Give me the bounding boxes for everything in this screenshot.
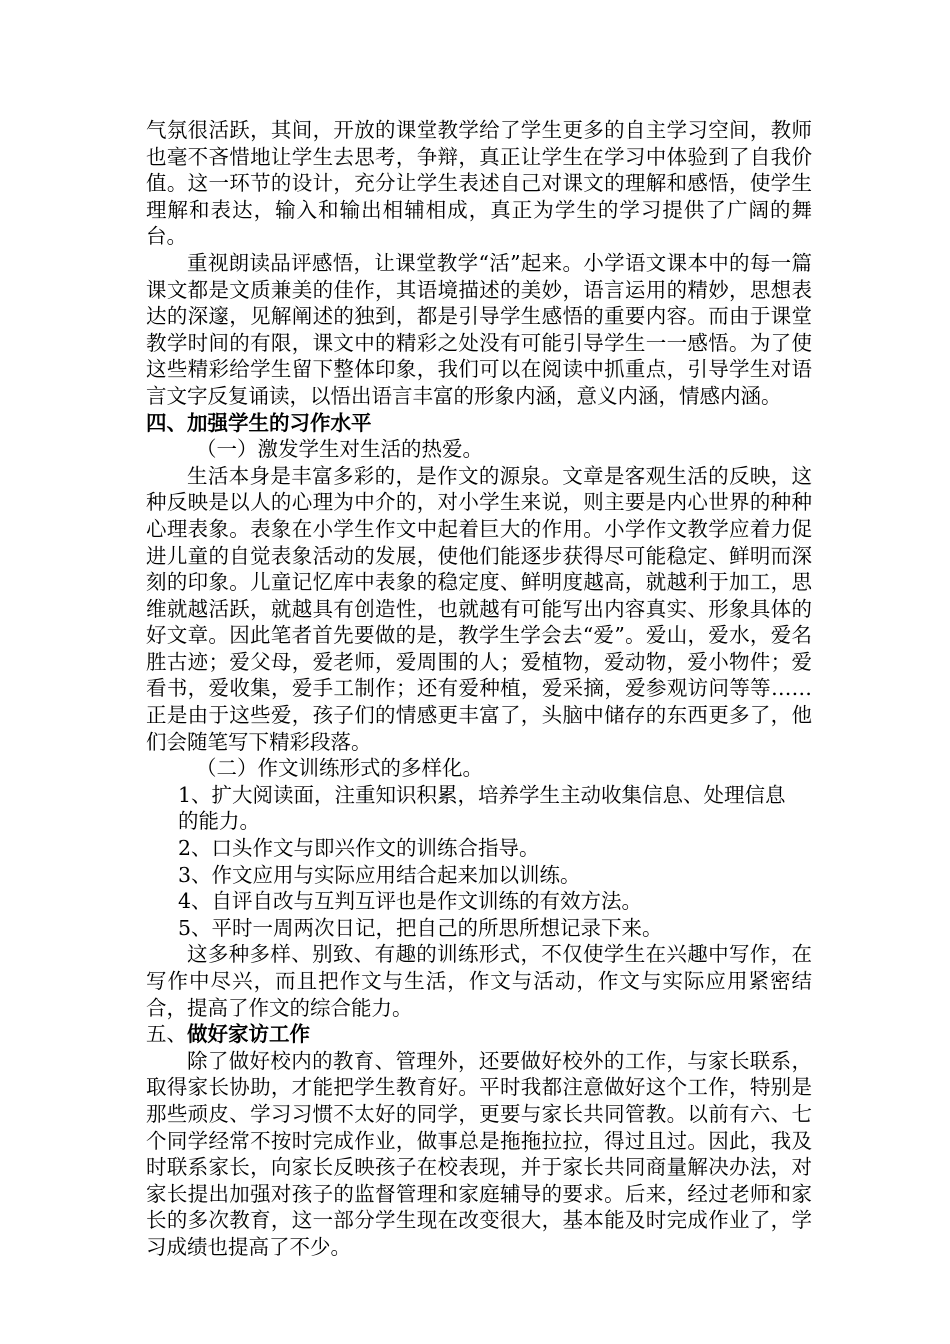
section-heading-5 bbox=[146, 1021, 812, 1048]
section-heading-4: 四、加强学生的习作水平 bbox=[146, 410, 372, 435]
subheading-2: （二）作文训练形式的多样化。 bbox=[196, 756, 483, 781]
section-heading-5-title: 做好家访工作 bbox=[187, 1022, 310, 1047]
list-item-text: 1、扩大阅读面，注重知识积累，培养学生主动收集信息、处理信息 bbox=[178, 782, 786, 807]
paragraph-classroom-atmosphere: 气氛很活跃，其间，开放的课堂教学给了学生更多的自主学习空间，教师也毫不吝惜地让学生去思考，争辩，真正让学生在学习中体验到了自我价值。这一环节的设计，充分让学生表述自己对课文的理解和感悟，使学生理解和表达，输入和输出相辅相成，真正为学生的学习提供了广阔的舞台。 bbox=[146, 118, 812, 249]
section-heading-5-number: 五、 bbox=[146, 1022, 187, 1047]
list-item-continuation: 的能力。 bbox=[178, 809, 260, 834]
subheading-1: （一）激发学生对生活的热爱。 bbox=[196, 437, 483, 462]
list-item: 3、作文应用与实际应用结合起来加以训练。 bbox=[178, 862, 581, 887]
paragraph-training-summary: 这多种多样、别致、有趣的训练形式，不仅使学生在兴趣中写作，在写作中尽兴，而且把作文与生活，作文与活动，作文与实际应用紧密结合，提高了作文的综合能力。 bbox=[146, 942, 812, 1020]
list-item: 5、平时一周两次日记，把自己的所思所想记录下来。 bbox=[178, 915, 663, 940]
document-page bbox=[146, 117, 812, 1261]
paragraph-home-visits: 除了做好校内的教育、管理外，还要做好校外的工作，与家长联系，取得家长协助，才能把学生教育好。平时我都注意做好这个工作，特别是那些顽皮、学习习惯不太好的同学，更要与家长共同管教。以前有六、七个同学经常不按时完成作业，做事总是拖拖拉拉，得过且过。因此，我及时联系家长，向家长反映孩子在校表现，并于家长共同商量解决办法，对家长提出加强对孩子的监督管理和家庭辅导的要求。后来，经过老师和家长的多次教育，这一部分学生现在改变很大，基本能及时完成作业了，学习成绩也提高了不少。 bbox=[146, 1048, 812, 1259]
paragraph-love-of-life: 生活本身是丰富多彩的，是作文的源泉。文章是客观生活的反映，这种反映是以人的心理为中介的，对小学生来说，则主要是内心世界的种种心理表象。表象在小学生作文中起着巨大的作用。小学作文教学应着力促进儿童的自觉表象活动的发展，使他们能逐步获得尽可能稳定、鲜明而深刻的印象。儿童记忆库中表象的稳定度、鲜明度越高，就越利于加工，思维就越活跃，就越具有创造性，也就越有可能写出内容真实、形象具体的好文章。因此笔者首先要做的是，教学生学会去“爱”。爱山，爱水，爱名胜古迹；爱父母，爱老师，爱周围的人；爱植物，爱动物，爱小物件；爱看书，爱收集，爱手工制作；还有爱种植，爱采摘，爱参观访问等等……正是由于这些爱，孩子们的情感更丰富了，头脑中储存的东西更多了，他们会随笔写下精彩段落。 bbox=[146, 463, 812, 754]
training-methods-list bbox=[146, 782, 812, 942]
list-item bbox=[146, 782, 812, 835]
paragraph-reading-appreciation: 重视朗读品评感悟，让课堂教学“活”起来。小学语文课本中的每一篇课文都是文质兼美的佳作，其语境描述的美妙，语言运用的精妙，思想表达的深邃，见解阐述的独到，都是引导学生感悟的重要内容。而由于课堂教学时间的有限，课文中的精彩之处没有可能引导学生一一感悟。为了使这些精彩给学生留下整体印象，我们可以在阅读中抓重点，引导学生对语言文字反复诵读，以悟出语言丰富的形象内涵，意义内涵，情感内涵。 bbox=[146, 250, 812, 408]
list-item: 4、自评自改与互判互评也是作文训练的有效方法。 bbox=[178, 889, 643, 914]
list-item: 2、口头作文与即兴作文的训练合指导。 bbox=[178, 836, 540, 861]
